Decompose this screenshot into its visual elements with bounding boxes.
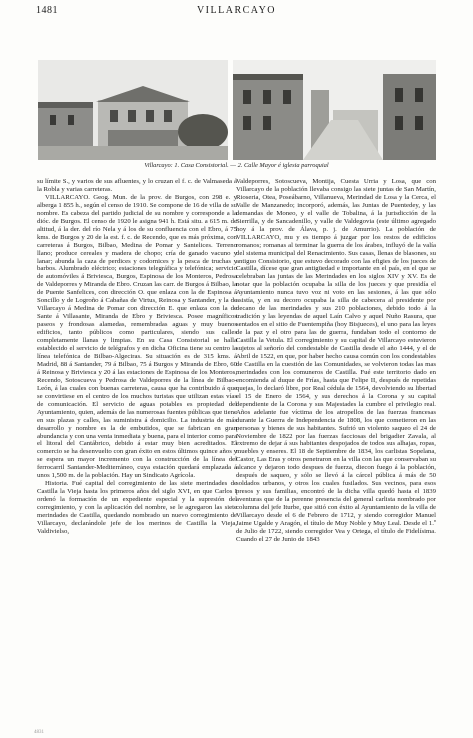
footer-mark: 4831 <box>34 730 44 735</box>
text-column-right <box>236 178 436 723</box>
town-hall-illustration <box>38 60 228 160</box>
paragraph: VILLARCAYO. Geog. Mun. de la prov. de Burgos, con 298 e. y alberga 1 855 h., según el censo de 1910. Se compone de 16 de villa de su nombre. Es cabeza del partido judicial de su nombre y corresponde a la dióc. de Burgos. El censo de 1920 le asigna 941 h. Está situ. a 615 m. de altitud, á la der. del río Nela y á los de su confluencia con el Ebro, á 75 kms. de Burgos y 20 de la est. f. c. de Recendo, que es más próxima, con carreteras á Burgos, Bilbao, Medina de Pomar y Santelices. Terreno llano; produce cereales y madera de chopo; cría de ganado vacuno y lanar; abunda la caza de perdices y codornices y la pesca de truchas y barbos. Alumbrado eléctrico; estaciones telegráfica y telefónica; servicio de automóviles á Briviesca, Burgos, Espinosa de los Monteros, Pedrosa de Valdeporres y Miranda de Ebro. Cruzan las carr. de Burgos á Bilbao, la de Puente Sanfelices, con dirección O. que enlaza con la de Espinosa á Soncillo y de Logroño á Cabañas de Virtus, Reinosa y Santander, y la de Villarcayo á Medina de Pomar con dirección E. que enlaza con la de Sante á Villasante, Miranda de Ebro y Briviesca. Posee magníficos paseos y frondosas alamedas, remembradas aguas y muy buenos edificios, tanto públicos como particulares, siendo sus calles completamente llanas y limpias. En su Casa Consistorial se halla establecido el servicio de telégrafos y en dicha Oficina tiene su centro la línea telefónica de Bilbao-Algeciras. Su situación es de 315 kms. á Madrid, 88 á Santander, 79 á Bilbao, 75 á Burgos y Miranda de Ebro, 60 á Reinosa y Briviesca y 20 á las estaciones de Espinosa de los Monteros, Recendo, Sotoscueva y Pedrosa de Valdeporres de la línea de Bilbao-León, á las cuales con buenas carreteras, causa que ha contribuido á que se convirtiese en el centro de los muchos turistas que utilizan estas vías de comunicación. El servicio de aguas potables es propiedad del Ayuntamiento, quien, además de las numerosas fuentes públicas que tiene en sus plazas y calles, las suministra á domicilio. La industria de más desarrollo y nombre es la de embutidos, que se fabrican en gran abundancia y con una venta inmediata y buena, para el interior como para el litoral del Cantábrico, debido á estar muy bien acreditados. El comercio se ha desenvuelto con gran éxito en estos últimos quince años y se espera un mayor incremento con la construcción de la línea del ferrocarril Santander-Mediterráneo, cuya estación quedará emplazada á unos 1,500 m. de la población. Hay un Sindicato Agrícola. <box>37 193 237 480</box>
photo-casa-consistorial <box>38 60 228 160</box>
main-street-illustration <box>233 60 436 160</box>
photo-caption: Villarcayo: 1. Casa Consistorial. — 2. Calle Mayor é iglesia parroquial <box>144 162 329 169</box>
paragraph: su límite S., y varios de sus afluentes, y lo cruzan el f. c. de Valmaseda á la Robla y varias carreteras. <box>37 178 237 193</box>
running-title: VILLARCAYO <box>196 5 277 16</box>
paragraph: Historia. Fué capital del corregimiento de las siete merindades de Castilla la Vieja hasta los primeros años del siglo XVI, en que Carlos I ordenó la formación de un expediente especial y la supresión del corregimiento, y con la aplicación del nombre, se le agregaron las siete merindades de Castilla, quedando nombrado un nuevo corregimiento de Villarcayo, declarándole jefe de los merinos de Castilla la Vieja, Valdivielso, <box>37 480 237 535</box>
page-number: 1481 <box>36 5 58 16</box>
photo-calle-mayor <box>233 60 436 160</box>
paragraph: Valdeporres, Sotoscueva, Montija, Cuesta Urria y Losa, que con Villarcayo de la población llevaba consigo las siete juntas de San Martín, Rioseria, Otea, Poseábarno, Villanueva, Merindad de Losa y la Cerca, el Valle de Manzanedo; incorporó, además, las Juntas de Puentedey, y las demandas de Moneo, y el valle de Tobalina, á la jurisdicción de la Sierrilla, y de Sancadenillo, y valle de Valdegovia (este último agregado hoy á la prov. de Álava, p. j. de Amurrio). La población de VILLARCAYO, mu y es tiempo á juzgar por los restos de edificios romanos; romanas al terminar la guerra de los árabes, influyó de la valía del sistema municipal del Renacimiento. Sus casas, llenas de blasones, su antiguo Consistorio, que estuvo decorado con las efigies de los jueces de Castilla, dícese que gran antigüedad e importante en el país, en el que se celebraban las juntas de las Merindades en los siglos XIV y XV. Es de notar que la población ocupaba la silla de los jueces y que presidía el Ayuntamiento nunca tuvo voz ni voto en las sesiones, á las que sólo asistía, y en su decoro ocupaba la silla de cabecera al presidente por decano de las merindades y sus 210 poblaciones, debido todo á la tradición y las leyendas de aquel Laín Calvo y aquel Nuño Rasura, que sentados en el sitio de Fuentempiña (hoy Bisjueces), el uno para las leyes de la paz y el otro para las de guerra, fundaban todo el contorno de Castilla la Vetula. El corregimiento y su capital de Villarcayo estuvieron sujetos al señorío del condestable de Castilla desde el año 1444, y el de Abril de 1522, en que, por haber hecho causa común con los condestables de Castilla en la cuestión de las Comunidades, se volvieron todas las mas merindades con los comuneros de Castilla. Fué este territorio dado en encomienda al duque de Frías, hasta que Felipe II, después de repetidas quejas, lo declaró libre, por Real cédula de 1564, devolviendo su libertad el 15 de Enero de 1564, y sus derechos á la Corona y su capital dependiente de la Corona y sus Majestades la cumbre el privilegio real. Años adelante fue víctima de los atropellos de las fuerzas francesas durante la Guerra de Independencia de 1808, los que cometieron en las personas y bienes de sus habitantes. Sufrió un violento saqueo el 24 de Noviembre de 1822 por las fuerzas facciosas del brigadier Zavala, al extremo de dejar á sus habitantes despojados de todos sus alhajas, ropas, muebles y enseres. El 18 de Septiembre de 1834, los carlistas Sopelana, Castor, Las Eras y otros penetraron en la villa con las que conservaban su alcance y dejaron todo despues de fuerza, diecon fuego á la población, después de saqueo, y sólo se llevó á la cárcel pública á más de 50 soldados urbanos, y otros los cuales fusilados. Sus vecinos, para esos presos y sus familias, encontró de la dicha villa quedó hasta el 1839 aventuras que de la perenne presencia del general carlista nombrado por columna del jefe Iturbe, que sitió con éxito al Ayuntamiento de la villa de Villarcayo desde el 6 de Febrero de 1712, y siendo corregidor Manuel Jaime Ugalde y Aragón, el título de Muy Noble y Muy Leal. Desde el 1.º de Julio de 1722, siendo corregidor Vea y Ortega, el título de Fidelísima. Cuando el 27 de Junio de 1843 <box>236 178 436 543</box>
text-column-left <box>37 178 237 723</box>
